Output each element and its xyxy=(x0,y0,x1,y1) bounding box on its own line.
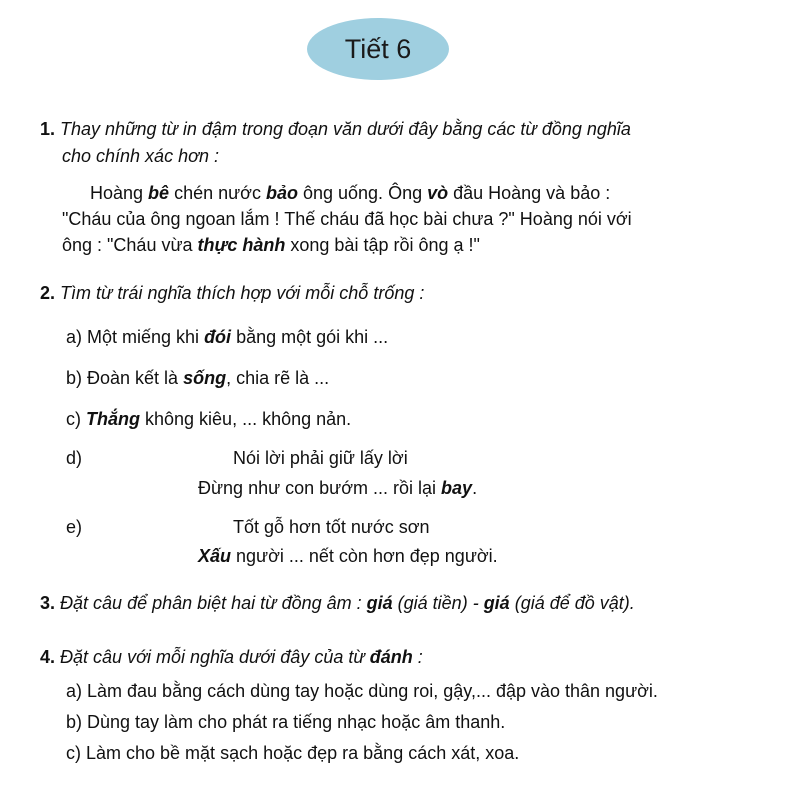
q1-passage-line-1: Hoàng bê chén nước bảo ông uống. Ông vò đầu Hoàng và bảo : xyxy=(90,183,611,203)
q2-item-d-verse-1: Nói lời phải giữ lấy lời xyxy=(233,448,408,468)
q4-number: 4. xyxy=(40,647,56,667)
q4-item-b: b) Dùng tay làm cho phát ra tiếng nhạc hoặc âm thanh. xyxy=(66,712,506,732)
q2-item-d-label: d) xyxy=(66,448,83,468)
q2-instruction: 2. Tìm từ trái nghĩa thích hợp với mỗi chỗ trống : xyxy=(40,283,425,303)
bold-word-vo: vò xyxy=(427,183,449,203)
q2-item-d-verse-2: Đừng như con bướm ... rồi lại bay. xyxy=(198,478,478,498)
q1-instruction-text: Thay những từ in đậm trong đoạn văn dưới đây bằng các từ đồng nghĩa xyxy=(60,119,631,139)
q2-item-e-label: e) xyxy=(66,517,83,537)
q1-number: 1. xyxy=(40,119,56,139)
q2-item-b: b) Đoàn kết là sống, chia rẽ là ... xyxy=(66,368,330,388)
q2-item-e-verse-2: Xấu người ... nết còn hơn đẹp người. xyxy=(198,546,498,566)
bold-word-thuc-hanh: thực hành xyxy=(197,235,286,255)
q2-number: 2. xyxy=(40,283,56,303)
q4-item-a: a) Làm đau bằng cách dùng tay hoặc dùng roi, gậy,... đập vào thân người. xyxy=(66,681,658,701)
q4-item-c: c) Làm cho bề mặt sạch hoặc đẹp ra bằng cách xát, xoa. xyxy=(66,743,520,763)
q1-instruction-line-1 xyxy=(40,118,631,140)
q2-item-a: a) Một miếng khi đói bằng một gói khi ... xyxy=(66,327,389,347)
q4-instruction: 4. Đặt câu với mỗi nghĩa dưới đây của từ đánh : xyxy=(40,647,423,667)
q1-passage-line-2: "Cháu của ông ngoan lắm ! Thế cháu đã học bài chưa ?" Hoàng nói với xyxy=(62,209,632,229)
lesson-title-badge xyxy=(307,18,449,80)
q1-instruction-line-2: cho chính xác hơn : xyxy=(62,146,219,166)
q2-item-c: c) Thắng không kiêu, ... không nản. xyxy=(66,409,352,429)
lesson-title: Tiết 6 xyxy=(344,33,412,64)
q2-item-e-verse-1: Tốt gỗ hơn tốt nước sơn xyxy=(233,517,430,537)
bold-word-bao: bảo xyxy=(265,183,298,203)
q3-number: 3. xyxy=(40,593,56,613)
q1-passage-line-3: ông : "Cháu vừa thực hành xong bài tập rồi ông ạ !" xyxy=(62,235,480,255)
q3-instruction: 3. Đặt câu để phân biệt hai từ đồng âm : giá (giá tiền) - giá (giá để đồ vật). xyxy=(40,593,635,613)
bold-word-be: bê xyxy=(148,183,170,203)
